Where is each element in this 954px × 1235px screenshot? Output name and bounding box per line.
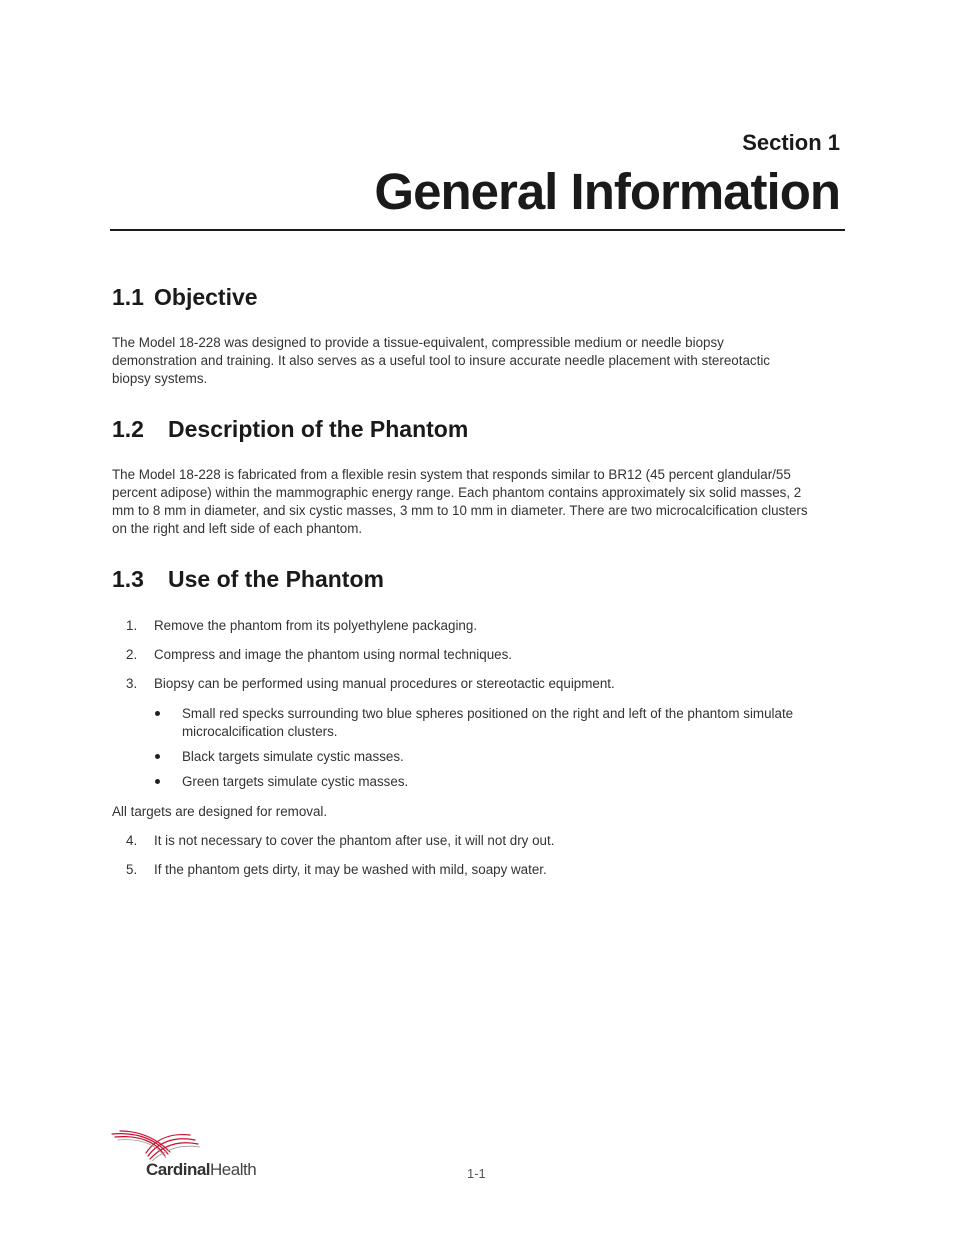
list-number: 5. [126, 862, 138, 877]
paragraph-line: on the right and left side of each phantom. [112, 521, 363, 536]
heading-use [112, 566, 384, 593]
list-number: 3. [126, 676, 138, 691]
bullet-text: Green targets simulate cystic masses. [182, 774, 409, 789]
bullet-text: Black targets simulate cystic masses. [182, 749, 404, 764]
paragraph-line: The Model 18-228 was designed to provide a tissue-equivalent, compressible medium or needle biopsy [112, 335, 724, 350]
bullet-line: Small red specks surrounding two blue spheres positioned on the right and left of the phantom simulate [182, 706, 794, 721]
heading-text: Objective [154, 284, 258, 310]
list-text: If the phantom gets dirty, it may be washed with mild, soapy water. [154, 862, 547, 877]
list-text: Biopsy can be performed using manual procedures or stereotactic equipment. [154, 676, 615, 691]
paragraph-line: mm to 8 mm in diameter, and six cystic masses, 3 mm to 10 mm in diameter. There are two microcalcification clusters [112, 503, 808, 518]
heading-number: 1.3 [112, 566, 144, 592]
list-number: 4. [126, 833, 138, 848]
description-paragraph [112, 466, 844, 538]
logo-word-regular: Health [210, 1160, 257, 1179]
cardinal-health-logo [110, 1126, 270, 1186]
logo-word-bold: Cardinal [146, 1160, 211, 1179]
bullet-dot [155, 711, 160, 716]
page-title: General Information [374, 163, 840, 220]
objective-paragraph [112, 334, 844, 388]
paragraph-line: percent adipose) within the mammographic energy range. Each phantom contains approximately six solid masses, 2 [112, 485, 802, 500]
page-number: 1-1 [467, 1166, 486, 1181]
heading-number: 1.2 [112, 416, 144, 442]
paragraph-line: demonstration and training. It also serves as a useful tool to insure accurate needle placement with stereotactic [112, 353, 770, 368]
title-divider [110, 229, 845, 231]
list-number: 2. [126, 647, 138, 662]
list-text: Compress and image the phantom using normal techniques. [154, 647, 513, 662]
list-number: 1. [126, 618, 138, 633]
heading-text: Use of the Phantom [168, 566, 384, 592]
list-text: Remove the phantom from its polyethylene packaging. [154, 618, 478, 633]
paragraph-line: biopsy systems. [112, 371, 208, 386]
heading-text: Description of the Phantom [168, 416, 469, 442]
bullet-dot [155, 754, 160, 759]
note-text: All targets are designed for removal. [112, 804, 328, 819]
logo-wordmark [146, 1160, 256, 1180]
heading-number: 1.1 [112, 284, 144, 310]
section-label: Section 1 [742, 130, 840, 155]
heading-description [112, 416, 468, 443]
bullet-line: microcalcification clusters. [182, 724, 338, 739]
bullet-text [182, 705, 793, 741]
bullet-dot [155, 779, 160, 784]
paragraph-line: The Model 18-228 is fabricated from a flexible resin system that responds similar to BR12 (45 percent glandular/55 [112, 467, 791, 482]
heading-objective [112, 284, 258, 311]
list-text: It is not necessary to cover the phantom after use, it will not dry out. [154, 833, 555, 848]
